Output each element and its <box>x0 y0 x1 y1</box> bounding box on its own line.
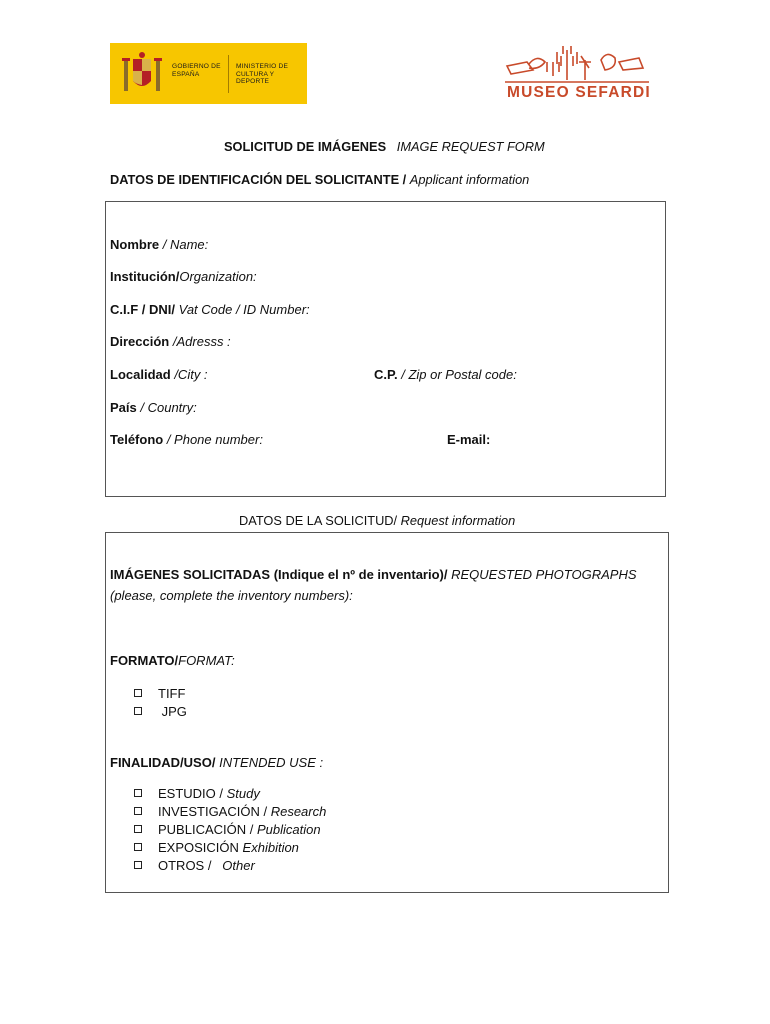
title-english: IMAGE REQUEST FORM <box>396 139 545 154</box>
requested-images-label: IMÁGENES SOLICITADAS (Indique el nº de inventario)/ REQUESTED PHOTOGRAPHS <box>110 567 637 582</box>
request-info-box <box>105 532 669 893</box>
phone-field[interactable]: Teléfono / Phone number: <box>110 432 263 447</box>
use-option-exhibition[interactable]: EXPOSICIÓN Exhibition <box>134 840 299 855</box>
country-field[interactable]: País / Country: <box>110 400 197 415</box>
name-field[interactable]: Nombre / Name: <box>110 237 209 252</box>
address-field[interactable]: Dirección /Adresss : <box>110 334 231 349</box>
postal-code-field[interactable]: C.P. / Zip or Postal code: <box>374 367 517 382</box>
museum-logo-text: MUSEO SEFARDI <box>507 84 651 101</box>
format-label: FORMATO/FORMAT: <box>110 653 235 668</box>
checkbox-icon[interactable] <box>134 807 142 815</box>
checkbox-icon[interactable] <box>134 843 142 851</box>
checkbox-icon[interactable] <box>134 789 142 797</box>
checkbox-icon[interactable] <box>134 825 142 833</box>
gov-logo-text: GOBIERNO DE ESPAÑA <box>172 63 221 78</box>
intended-use-label: FINALIDAD/USO/ INTENDED USE : <box>110 755 324 770</box>
use-option-research[interactable]: INVESTIGACIÓN / Research <box>134 804 326 819</box>
requested-images-note: (please, complete the inventory numbers): <box>110 588 353 603</box>
form-title <box>224 139 545 154</box>
organization-field[interactable]: Institución/Organization: <box>110 269 257 284</box>
museum-logo <box>497 40 657 104</box>
checkbox-icon[interactable] <box>134 689 142 697</box>
request-section-heading: DATOS DE LA SOLICITUD/ Request information <box>239 513 516 528</box>
applicant-section-heading: DATOS DE IDENTIFICACIÓN DEL SOLICITANTE / Applicant information <box>110 172 530 187</box>
checkbox-icon[interactable] <box>134 861 142 869</box>
government-logo <box>110 43 307 104</box>
email-field[interactable]: E-mail: <box>447 432 491 447</box>
ministry-logo-text: MINISTERIO DE CULTURA Y DEPORTE <box>236 63 289 86</box>
coat-of-arms-icon <box>119 51 165 97</box>
checkbox-icon[interactable] <box>134 707 142 715</box>
use-option-publication[interactable]: PUBLICACIÓN / Publication <box>134 822 321 837</box>
format-option-tiff[interactable]: TIFF <box>134 686 185 701</box>
title-spanish: SOLICITUD DE IMÁGENES <box>224 139 387 154</box>
city-field[interactable]: Localidad /City : <box>110 367 208 382</box>
use-option-study[interactable]: ESTUDIO / Study <box>134 786 260 801</box>
format-option-jpg[interactable]: JPG <box>134 704 187 719</box>
museum-emblem-icon <box>497 40 657 84</box>
id-number-field[interactable]: C.I.F / DNI/ Vat Code / ID Number: <box>110 302 310 317</box>
use-option-other[interactable]: OTROS / Other <box>134 858 255 873</box>
